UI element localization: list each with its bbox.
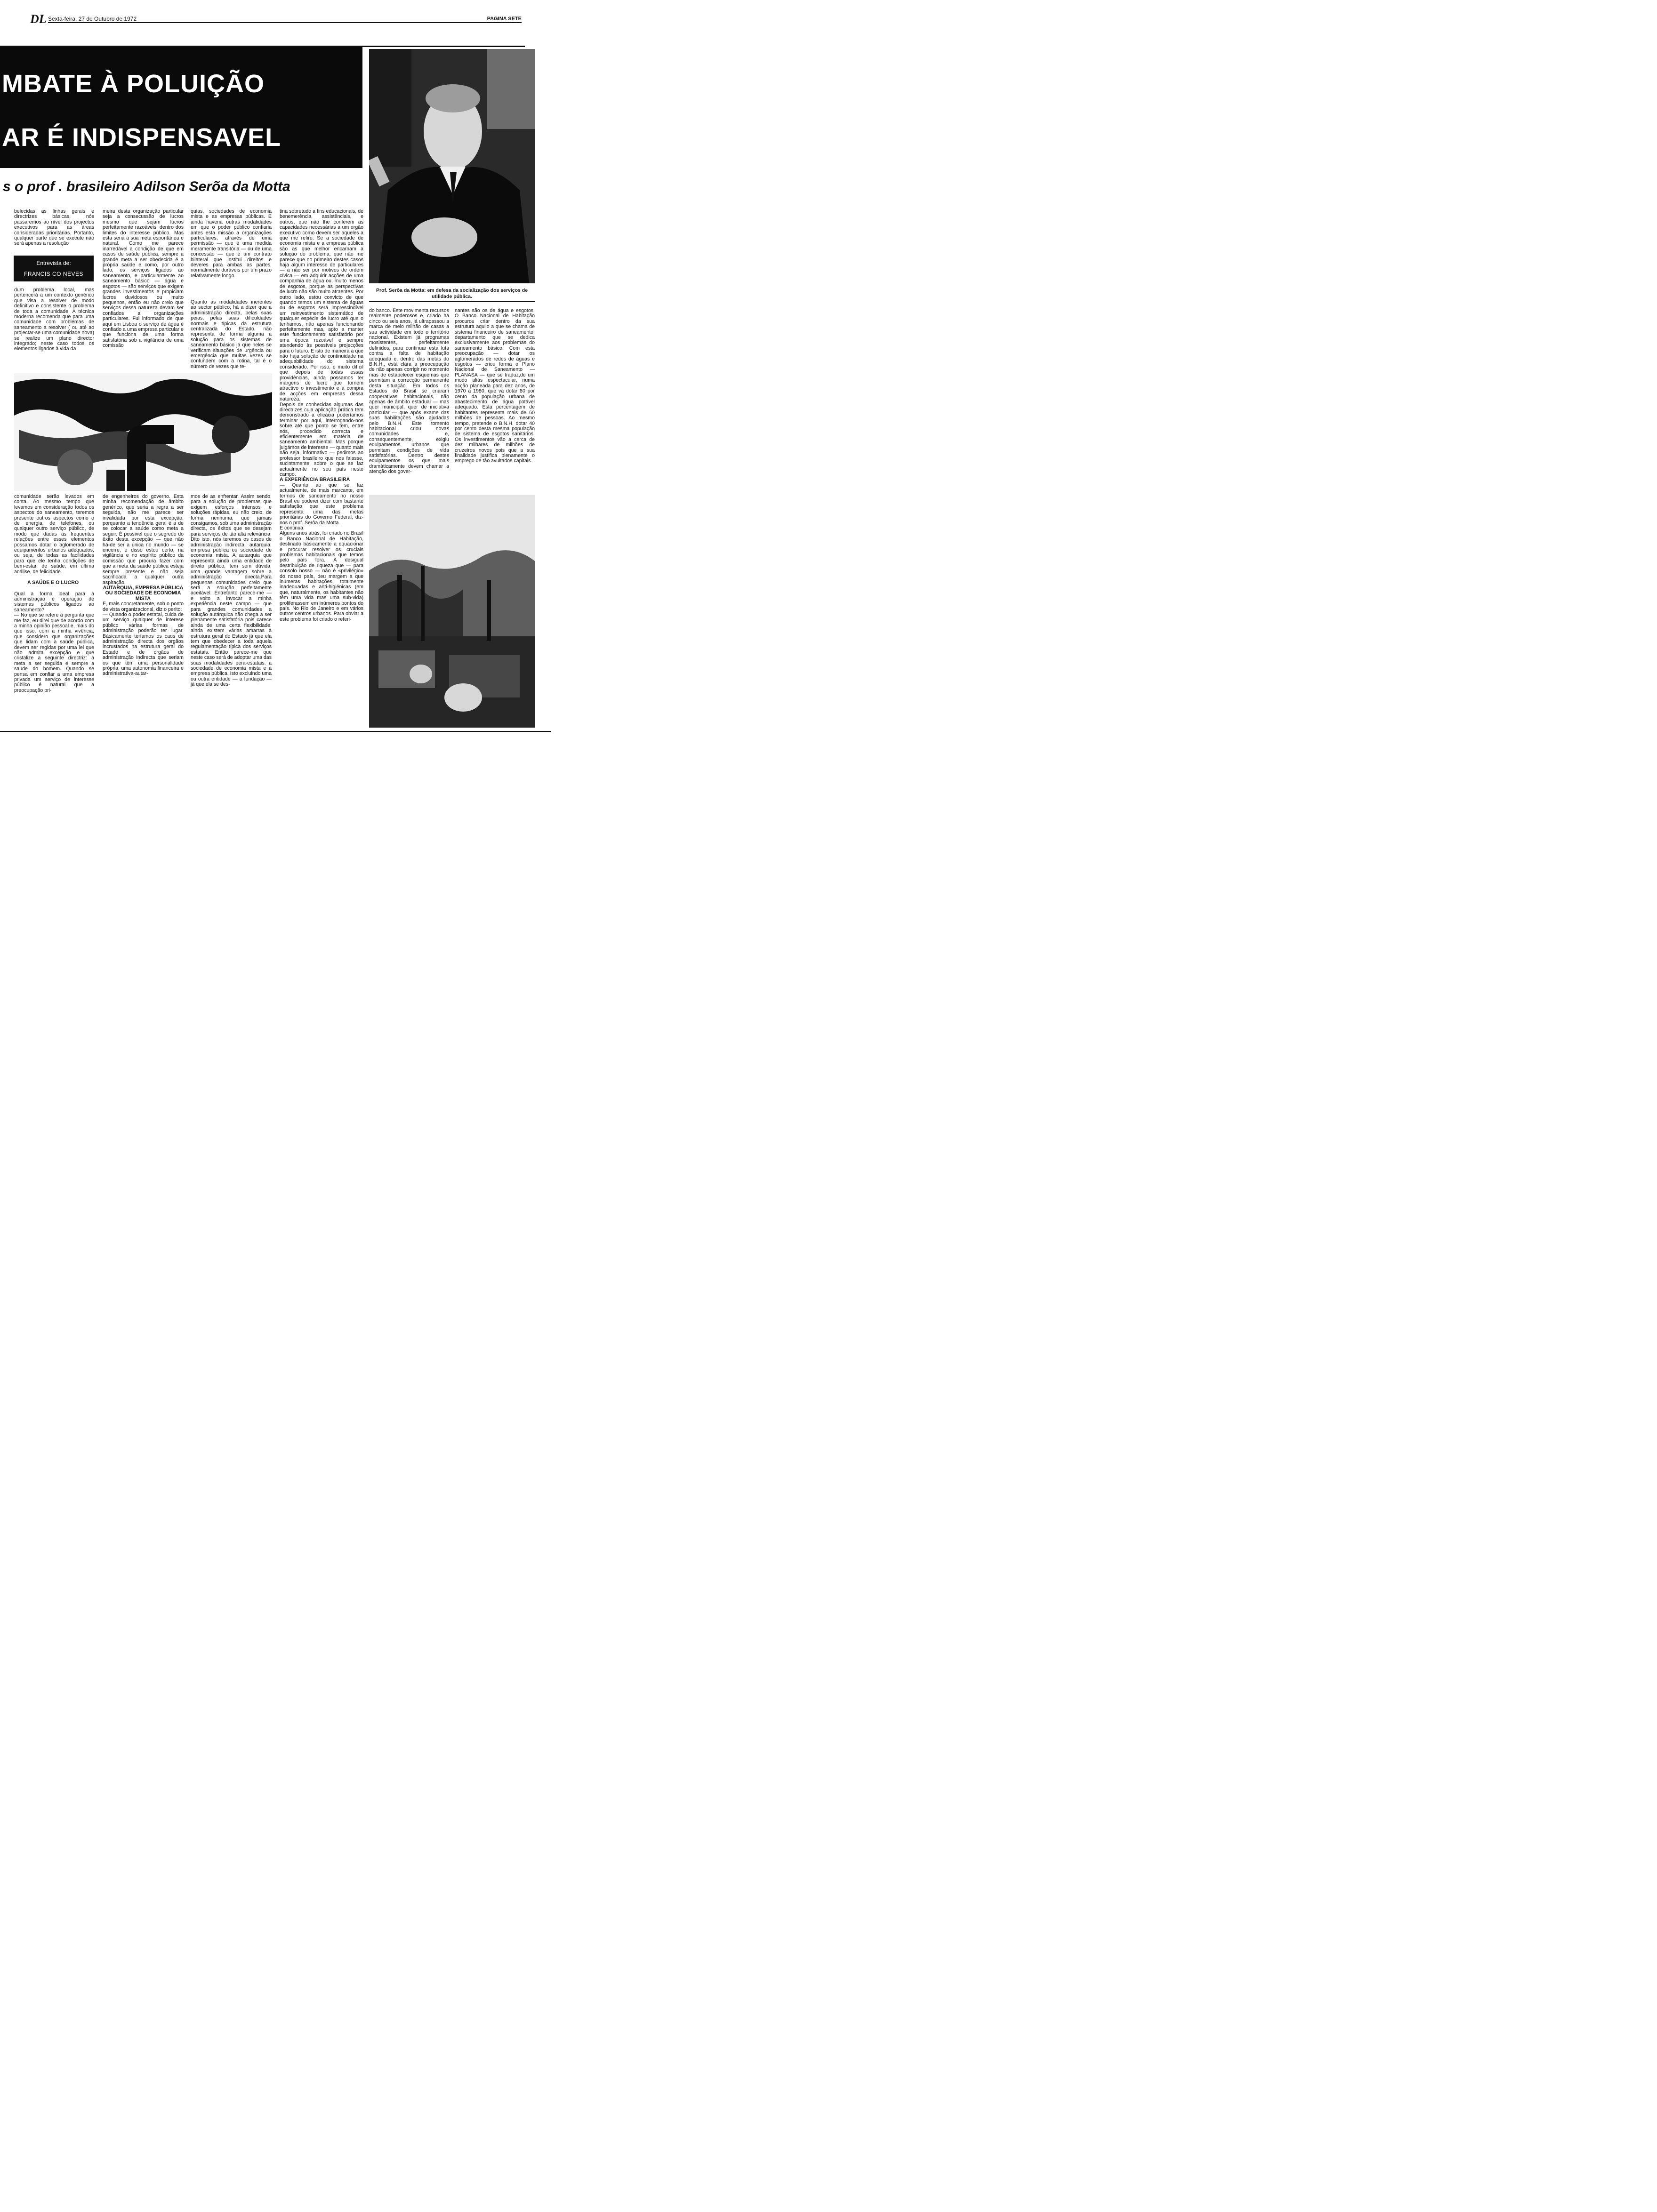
smoke-illustration (14, 373, 272, 491)
column-4-para-4: E continua: (280, 525, 305, 531)
section-heading-autarquia: AUTARQUIA, EMPRESA PÚBLICA OU SOCIEDADE DE ECONOMIA MISTA (103, 585, 184, 601)
column-4-para-1: tina sobretudo a fins educacionais, de benemerência, assistênciais, e outros, que não lhe conferem as capacidades necessárias a um orgão executivo como devem ser aqueles a que me refiro. Se a sociedade de economia mista e a empresa pública são as que melhor encarnam a solução do problema, que não me parece que no primeiro destes casos haja algum interesse de particulares — a não ser por motivos de ordem cívica — em adquirir acções de uma companhia de água ou, muito menos de esgotos, porque as perspectivas de lucro não são muito atraentes. Por outro lado, estou convicto de que quando temos um sistema de águas ou de esgotos será imprescindível um reinvestimento sistemático de qualquer espécie de lucro até que o tenhamos, não apenas funcionando perfeitamente mas, apto a manter este funcionamento satisfatório por uma época rezoável e sempre atendendo às possíveis projecções para o futuro. E isto de maneira a que não haja solução de continuidade na adequabilidade do sistema considerado. Por isso, é muito difícil que depois de todas essas providências, ainda possamos ter margens de lucro que tornem atractivo o investimento e a compra de acções em empresas dessa natureza. (280, 208, 363, 402)
headline-subtitle: s o prof . brasileiro Adilson Serõa da Motta (3, 179, 290, 194)
header-rule (48, 22, 522, 23)
column-1-bottom (14, 494, 94, 693)
headline-line-1: MBATE À POLUIÇÃO (2, 70, 265, 98)
industry-photo (369, 495, 535, 728)
section-heading-saude: A SAÚDE E O LUCRO (27, 580, 79, 586)
caption-rule (369, 301, 535, 302)
column-2-bottom (103, 494, 184, 677)
headline-line-2: AR É INDISPENSAVEL (2, 123, 282, 152)
column-3-top: quias, sociedades de economia mista e as empresas públicas. E ainda haveria outras modalidades em que o poder público confiaria antes esta missão a organizações particulares, através de uma permissão — que é uma medida meramente transitória — ou de uma concessão — que é um contrato bilateral que institui direitos e deveres para ambas as partes, normalmente duráveis por um prazo relativamente longo. (191, 208, 272, 279)
column-1-bottom-para-2: Qual a forma ideal para a administração e operação de sistemas públicos ligados ao saneamento? (14, 591, 94, 613)
column-1-bottom-para-1: comunidade serão levados em conta. Ao mesmo tempo que levamos em consideração todos os aspectos do saneamento, teremos presente outros aspectos como o de energia, de telefones, ou qualquer outro serviço público, de modo que dadas as frequentes relações entre esses elementos possamos dotar o aglomerado de equipamentos urbanos adequados, ou seja, de todas as facilidades para que ele tenha condições de bem-estar, de saúde, em última análise, de felicidade. (14, 494, 94, 575)
byline-label: Entrevista de: (36, 260, 71, 266)
column-4-para-5: Alguns anos atrás, foi criado no Brasil o Banco Nacional de Habitação, destinado básicamente a equacionar e procurar resolver os cruciais problemas habitacionais que temos pelo país fora. A desigual destribuição de riqueza que — para consolo nosso — não é «privilégio» do nosso país, deu margem a que inúmeras habitações totalmente inadequadas e anti-higiénicas (em que, naturalmente, os habitantes não têm uma vida mas uma sub-vida) proliferassem em inúmeros pontos do país. No Rio de Janeiro e em vários outros centros urbanos. Para obviar a este problema foi criado o referi- (280, 530, 363, 622)
page-label: PAGINA SETE (487, 16, 522, 22)
issue-date: Sexta-feira, 27 de Outubro de 1972 (48, 16, 137, 22)
column-1-top: belecidas as linhas gerais e directrizes básicas, nós passaremos ao nível dos projectos executivos para as áreas consideradas prioritárias. Portanto, qualquer parte que se execute não será apenas a resolução (14, 208, 94, 247)
smoke-photo (14, 373, 272, 491)
column-1-mid: dum problema local, mas pertencerá a um contexto genérico que visa a resolver de modo definitivo e consistente o problema de toda a comunidade. A técnica moderna recomenda que para uma comunidade com problemas de saneamento a resolver ( ou até ao projectar-se uma comunidade nova) se realize um plano director integrado; neste caso todos os elementos ligados à vida da (14, 287, 94, 352)
column-4-text (280, 209, 363, 622)
column-4-para-3: — Quanto ao que se faz actualmente, de mais marcante, em termos de saneamento no nosso Brasil eu poderei dizer com bastante satisfação que este problema representa uma das metas prioritárias do Governo Federal, diz-nos o prof. Serôa da Motta. (280, 482, 363, 526)
column-2-bottom-para-1: de engenheiros do governo. Esta minha recomendação de âmbito genérico, que seria a regra a ser seguida, não me parece ser invalidada por esta excepção, porquanto a tendência geral é a de se colocar a saúde como meta a seguir. É possível que o segredo do êxito desta excepção — que não há-de ser a única no mundo — se encerre, e disso estou certo, na vigilância e no espírito público da comissão que procura fazer com que a meta da saúde pública esteja sempre presente e não seja sacrificada a qualquer outra aspiração. (103, 494, 184, 585)
column-2-bottom-para-2: E, mais concretamente, sob o ponto de vista organizacional, diz o perito: (103, 601, 184, 612)
column-2-bottom-para-3: — Quando o poder estatal, cuida de um serviço qualquer de interese público várias formas de administração poderão ter lugar. Básicamente teríamos os caos de administração directa dos orgãos incrustados na estrutura geral do Estado e de orgãos de administração indirecta que seriam os que têm uma personalidade própria, uma autonomia financeira e administrativa-autar- (103, 611, 184, 677)
byline-author: FRANCIS CO NEVES (24, 271, 84, 277)
column-1-bottom-para-3: — No que se refere à pergunta que me faz, eu direi que de acordo com a minha opinião pessoal e, mais do que isso, com a minha vivência, que considero que organizações que lidam com a saúde pública, devem ser regidas por uma lei que não admita excepção e que cristalize a seguinte directriz: a meta a ser seguida é sempre a saúde do homem. Quando se pensa em confiar a uma empresa privada um serviço de interesse público é natural que a preocupação pri- (14, 612, 94, 693)
page-bottom-rule (0, 731, 551, 732)
masthead-logo: DL (30, 12, 47, 26)
column-2-top: meira desta organização particular seja a consecussão de lucros mesmo que sejam lucros perfeitamente razoáveis, dentro dos limites do interesse público. Mas esta seria a sua meta espontânea e natural. Como me parece inarredável a condição de que em casos de saúde pública, sempre a grande meta a ser obedecida é a própria saúde e como, por outro lado, os serviços ligados ao saneamento, e particularmente ao saneamento básico — água e esgotos — são serviços que exigem grandes investimentos e propiciam lucros duvidosos ou muito pequenos, então eu não creio que serviços dessa natureza devam ser confiados a organizações particulares. Fui informado de que aqui em Lisboa o serviço de água é confiado a uma empresa particular e que funciona de uma forma satisfatória sob a vigilância de uma comissão (103, 208, 184, 349)
section-heading-brasileira: A EXPERIÊNCIA BRASILEIRA (280, 477, 350, 483)
photo-caption: Prof. Serôa da Motta: em defesa da socialização dos serviços de utilidade pública. (376, 288, 528, 299)
column-3-mid: Quanto às modalidades inerentes ao sector público, há a dizer que a administração directa, pelas suas peias, pelas suas dificuldades normais e típicas da estrutura centralizada do Estado, não representa de forma alguma a solução para os sistemas de saneamento básico já que neles se verificam situações de urgência ou emergência que muitas vezes se confundem com a rotina, tal é o número de vezes que te- (191, 299, 272, 369)
industry-illustration (369, 495, 535, 728)
column-6-text: nantes são os de água e esgotos. O Banco Nacional de Habitação procurou criar dentro da sua estrutura aquilo a que se chama de sistema financeiro de saneamento, departamento que se dedica exclusivamente aos problemas do saneamento básico. Com esta preocupação — dotar os aglomerados de redes de águas e esgotos — criou forma o Plano Nacional de Saneamento — PLANASA — que se traduz,de um modo aliás espectacular, numa acção planeada para dez anos, de 1970 a 1980, que vá dotar 80 por cento da população urbana de abastecimento de água potável adequado. Esta percentagem de habitantes representa mais de 60 milhões de pessoas. Ao mesmo tempo, pretende o B.N.H. dotar 40 por cento desta mesma população de sistema de esgotos sanitários. Os investimentos vão a cerca de dez milhares de milhões de cruzeiros novos pois que a sua finalidade justifica plenamente o emprego de tão avultados capitais. (455, 308, 535, 464)
column-3-bottom: mos de as enfrentar. Assim sendo, para a solução de problemas que exigem esforços intensos e soluções rápidas, eu não creio, de forma nenhuma, que jamais consigamos, sob uma administração directa, os êxitos que se desejam para serviços de tão alta relevância. Dito isto, nós teremos os casos de administração indirecta: autarquia, empresa pública ou sociedade de economia mista. A autarquia que representa ainda uma entidade de direito público, tem sem dúvida, uma grande vantagem sobre a administração directa.Para pequenas comunidades creio que será a solução perfeitamente aceitável. Entretanto parece-me — e volto a invocar a minha experiência neste campo — que para grandes comunidades a solução autárquica não chega a ser plenamente satisfatória pois carece ainda de uma certa flexibilidade: ainda existem várias amarras à estrutura geral do Estado já que ela tem que obedecer a toda aquela regulamentação típica dos serviços estatais. Então parece-me que neste caso será de adoptar uma das suas modalidades pera-estatais: a sociedade de economia mista e a empresa pública. Isto excluindo uma ou outra entidade — a fundação — já que ela se des- (191, 494, 272, 688)
column-4-para-2: Depois de conhecidas algumas das directrizes cuja aplicação prática tem demonstrado a eficácia poderíamos terminar por aqui, interrogando-nos sobre até que ponto se tem, entre nós, procedido correcta e eficientemente em matéria de saneamento ambiental. Mas porque julgámos de interesse — quanto mais não seja, informativo — pedimos ao professor brasileiro que nos falasse, sucintamente, sobre o que se faz actualmente no seu país neste campo. (280, 401, 363, 477)
portrait-illustration (369, 49, 535, 283)
portrait-photo (369, 49, 535, 283)
column-5-text: do banco. Este movimenta recursos realmente poderosos e, criado há cinco ou seis anos, já ultrapassou a marca de meio milhão de casas a sua actividade em todo o território nacional. Existem já programas mosistentes, perfeitamente definidos, para continuar esta luta contra a falta de habitação adequada e, dentro das metas do B.N.H., está clara a preocupação de não apenas corrigir no momento mas de estabelecer esquemas que permitam a correcção permanente desta situação. Em todos os Estados do Brasil se criaram cooperativas habitacionais, não apenas de âmbito estadual — mas quer municipal, quer de iniciativa particular — que após exame das suas habilitações são ajudadas pelo B.N.H. Este tomento habitacional criou novas comunidades e, consequentemente, exigiu equipamentos urbanos que permitam condições de vida satisfatórias. Dentro destes equipamentos os que mais dramàticamente devem chamar a atenção dos gover- (369, 308, 449, 475)
